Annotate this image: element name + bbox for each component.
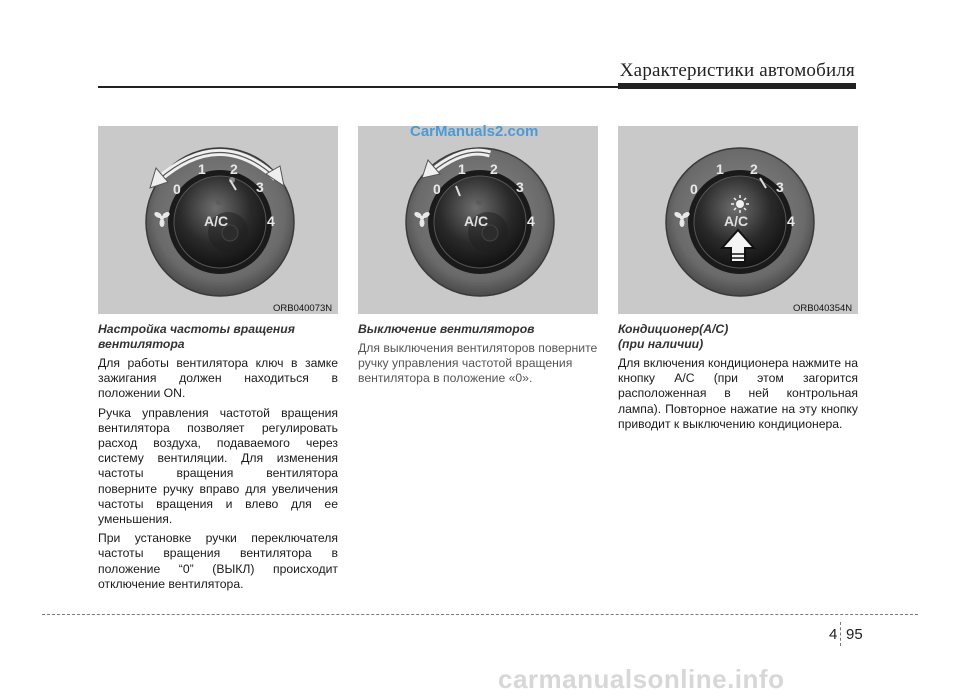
- speed-label-0: 0: [690, 181, 698, 197]
- speed-label-2: 2: [230, 161, 238, 177]
- fan-knob-illustration: [358, 126, 598, 314]
- chapter-number: 4: [829, 626, 838, 643]
- heading-line-1: Настройка частоты вращения: [98, 322, 295, 336]
- section-fan-off: [358, 322, 598, 387]
- speed-label-1: 1: [716, 161, 724, 177]
- page-number: 95: [846, 626, 863, 643]
- speed-label-2: 2: [490, 161, 498, 177]
- heading-line-2: вентилятора: [98, 337, 185, 351]
- speed-label-2: 2: [750, 161, 758, 177]
- watermark-top: CarManuals2.com: [410, 123, 539, 140]
- header-title: Характеристики автомобиля: [619, 60, 855, 81]
- page-separator: [840, 622, 841, 646]
- speed-label-0: 0: [433, 181, 441, 197]
- section-fan-speed: [98, 322, 338, 592]
- heading-line-2: (при наличии): [618, 337, 704, 351]
- paragraph-3: При установке ручки переключателя частоты вращения вентилятора в положение “0” (ВЫКЛ) происходит отключение вентилятора.: [98, 531, 338, 591]
- speed-label-3: 3: [256, 179, 264, 195]
- speed-label-4: 4: [527, 213, 535, 229]
- section-heading: [98, 322, 338, 352]
- figure-ac-button: [618, 126, 858, 314]
- heading-line-1: Кондиционер(A/C): [618, 322, 729, 336]
- ac-button-label: A/C: [204, 213, 229, 229]
- figure-fan-off: [358, 126, 598, 314]
- figure-code-1: ORB040073N: [273, 303, 333, 314]
- section-air-conditioning: [618, 322, 858, 432]
- ac-button-label: A/C: [464, 213, 489, 229]
- paragraph-2: Ручка управления частотой вращения вентилятора позволяет регулировать расход воздуха, подаваемого через систему вентиляции. Для изменения частоты вращения вентилятора поверните ручку вправо для увеличения частоты вращения и влево для ее уменьшения.: [98, 405, 338, 527]
- paragraph-1: Для выключения вентиляторов поверните ручку управления частотой вращения вентилятора в положение «0».: [358, 341, 598, 386]
- figure-fan-speed: [98, 126, 338, 314]
- footer-rule: [42, 614, 918, 615]
- paragraph-1: Для работы вентилятора ключ в замке зажигания должен находиться в положении ON.: [98, 356, 338, 401]
- speed-label-3: 3: [776, 179, 784, 195]
- header-rule-accent: [618, 83, 856, 89]
- paragraph-1: Для включения кондиционера нажмите на кнопку A/C (при этом загорится расположенная в ней контрольная лампа). Повторное нажатие на эту кнопку приводит к выключению кондиционера.: [618, 356, 858, 431]
- speed-label-4: 4: [787, 213, 795, 229]
- speed-label-3: 3: [516, 179, 524, 195]
- fan-knob-illustration: [98, 126, 338, 314]
- speed-label-4: 4: [267, 213, 275, 229]
- watermark-bottom: carmanualsonline.info: [498, 664, 785, 694]
- speed-label-1: 1: [198, 161, 206, 177]
- figure-code-3: ORB040354N: [793, 303, 853, 314]
- section-heading: [618, 322, 858, 352]
- section-heading: Выключение вентиляторов: [358, 322, 535, 336]
- speed-label-0: 0: [173, 181, 181, 197]
- ac-knob-illustration: [618, 126, 858, 314]
- speed-label-1: 1: [458, 161, 466, 177]
- ac-button-label: A/C: [724, 213, 749, 229]
